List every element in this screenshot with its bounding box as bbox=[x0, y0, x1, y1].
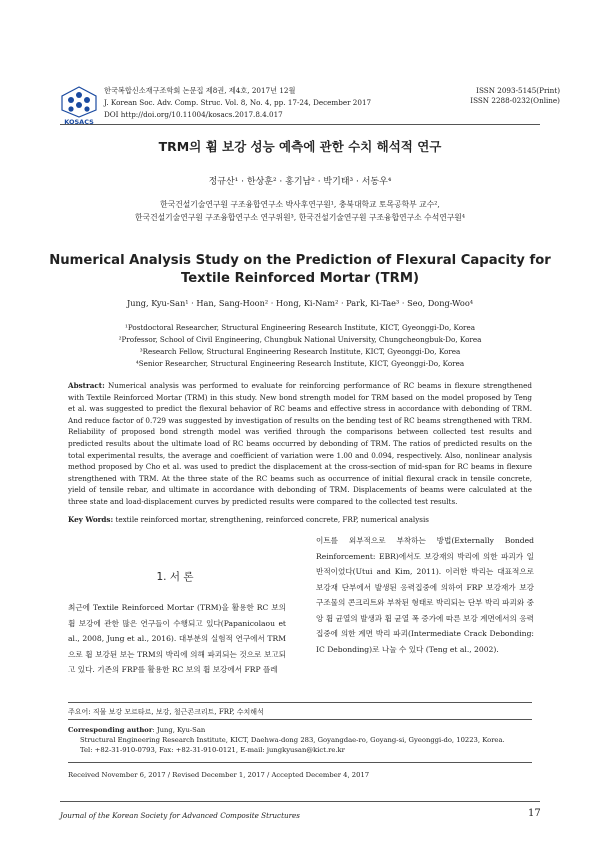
keywords-label: Key Words: bbox=[68, 515, 114, 524]
abstract bbox=[68, 380, 532, 508]
doi-label: DOI bbox=[104, 110, 119, 119]
body-left-column: 최근에 Textile Reinforced Mortar (TRM)을 활용한 RC 보의 휨 보강에 관한 많은 연구들이 수행되고 있다(Papanicolaou et al., 2008, Jung et al., 2016). 대부분의 실험적 연구에서 TRM으로 휨 보강된 보는 TRM의 박리에 의해 파괴되는 것으로 보고되고 있다. 기존의 FRP를 활용한 RC 보의 휨 보강에서 FRP 플레 bbox=[68, 603, 286, 674]
received-dates: Received November 6, 2017 / Revised December 1, 2017 / Accepted December 4, 2017 bbox=[68, 771, 370, 779]
title-english bbox=[40, 252, 560, 288]
corr-address: Structural Engineering Research Institute, KICT, Daehwa-dong 283, Goyangdae-ro, Goyang-si, Gyeonggi-do, 10223, Korea. bbox=[80, 735, 505, 744]
keywords-ko-label: 주요어: bbox=[68, 708, 91, 716]
keywords-text: textile reinforced mortar, strengthening, reinforced concrete, FRP, numerical analysis bbox=[115, 515, 429, 524]
affiliation-en-1: ¹Postdoctoral Researcher, Structural Engineering Research Institute, KICT, Gyeonggi-Do, Korea bbox=[124, 323, 476, 332]
corresponding-author bbox=[68, 726, 538, 755]
authors-korean: 정규산¹ · 한상훈² · 홍기남² · 박기태³ · 서동우⁴ bbox=[208, 177, 392, 187]
footer-divider bbox=[60, 801, 540, 802]
affiliation-en-3: ³Research Fellow, Structural Engineering Research Institute, KICT, Gyeonggi-Do, Korea bbox=[139, 347, 461, 356]
footnote-divider bbox=[68, 702, 532, 703]
corr-contact: Tel: +82-31-910-0793, Fax: +82-31-910-0121, E-mail: jungkyusan@kict.re.kr bbox=[80, 745, 345, 754]
doi-line bbox=[104, 110, 283, 120]
title-english-line-2: Textile Reinforced Mortar (TRM) bbox=[181, 271, 419, 286]
footnote-divider-3 bbox=[68, 762, 532, 763]
page-number: 17 bbox=[528, 808, 541, 819]
footnote-divider-2 bbox=[68, 719, 532, 720]
logo-text: KOSACS bbox=[64, 118, 94, 126]
keywords-ko-text: 직물 보강 모르타르, 보강, 철근콘크리트, FRP, 수치해석 bbox=[92, 708, 264, 716]
corr-label: Corresponding author bbox=[68, 726, 153, 734]
journal-header-ko: 한국복합신소재구조학회 논문집 제8권, 제4호, 2017년 12월 bbox=[104, 86, 296, 95]
footer-journal: Journal of the Korean Society for Advanced Composite Structures bbox=[60, 811, 300, 820]
section-title-introduction: 1. 서 론 bbox=[156, 571, 194, 583]
keywords-korean bbox=[68, 707, 264, 717]
issn-online: ISSN 2288-0232(Online) bbox=[470, 96, 560, 105]
affiliation-ko-2: 한국건설기술연구원 구조융합연구소 연구위원³, 한국건설기술연구원 구조융합연구소 수석연구원⁴ bbox=[135, 213, 465, 222]
title-korean: TRM의 휨 보강 성능 예측에 관한 수치 해석적 연구 bbox=[158, 139, 442, 154]
corr-name: : Jung, Kyu-San bbox=[152, 726, 206, 734]
kosacs-logo bbox=[60, 86, 98, 118]
abstract-label: Abstract: bbox=[68, 381, 105, 390]
authors-english: Jung, Kyu-San¹ · Han, Sang-Hoon² · Hong, Ki-Nam² · Park, Ki-Tae³ · Seo, Dong-Woo⁴ bbox=[126, 298, 474, 308]
header-divider bbox=[60, 124, 540, 125]
title-english-line-1: Numerical Analysis Study on the Prediction of Flexural Capacity for bbox=[49, 253, 551, 268]
doi-link[interactable]: http://doi.org/10.11004/kosacs.2017.8.4.017 bbox=[120, 110, 283, 119]
affiliation-en-4: ⁴Senior Researcher, Structural Engineering Research Institute, KICT, Gyeonggi-Do, Korea bbox=[135, 359, 465, 368]
keywords bbox=[68, 515, 532, 524]
affiliation-ko-1: 한국건설기술연구원 구조융합연구소 박사후연구원¹, 충북대학교 토목공학부 교수², bbox=[160, 200, 440, 209]
journal-header-en: J. Korean Soc. Adv. Comp. Struc. Vol. 8, No. 4, pp. 17-24, December 2017 bbox=[104, 98, 372, 107]
abstract-text: Numerical analysis was performed to evaluate for reinforcing performance of RC beams in flexure strengthened with Textile Reinforced Mortar (TRM) in this study. New bond strength model for TRM based on the model proposed by Teng et al. was suggested to predict the flexural behavior of RC beams and effective stress in accordance with debonding of TRM. And reduce factor of 0.729 was suggested by investigation of results on the bending test of RC beams strengthened with TRM. Reliability of proposed bond strength model was verified through the comparisons between collected test results and predicted results about the ultimate load of RC beams occurred by debonding of TRM. The ratios of predicted results on the total experimental results, the average and coefficient of variation were 1.00 and 0.094, respectively. Also, nonlinear analysis method proposed by Cho et al. was used to predict the displacement at the cross-section of mid-span for RC beams in flexure strengthened with TRM. At the three state of the RC beams such as occurrence of initial flexural crack in tensile concrete, yield of tensile rebar, and ultimate in accordance with debonding of TRM. Displacements of beams were calculated at the three state and load-displacement curves by predicted results were compared to the collected test results. bbox=[68, 381, 532, 506]
issn-print: ISSN 2093-5145(Print) bbox=[476, 86, 560, 95]
body-right-column: 이트를 외부적으로 부착하는 방법(Externally Bonded Reinforcement: EBR)에서도 보강재의 박리에 의한 파괴가 일반적이었다(Utui and Kim, 2011). 이러한 박리는 대표적으로 보강재 단부에서 발생된 응력집중에 의하여 FRP 보강재가 보강 구조물의 콘크리트와 부착된 형태로 박리되는 단부 박리 파괴와 중앙 휨 균열의 발생과 휨 균열 폭 증가에 따른 보강 계면에서의 응력집중에 의한 계면 박리 파괴(Intermediate Crack Debonding: IC Debonding)로 나눌 수 있다 (Teng et al., 2002). bbox=[316, 536, 534, 654]
affiliation-en-2: ²Professor, School of Civil Engineering, Chungbuk National University, Chungcheongbuk-Do, Korea bbox=[118, 335, 482, 344]
